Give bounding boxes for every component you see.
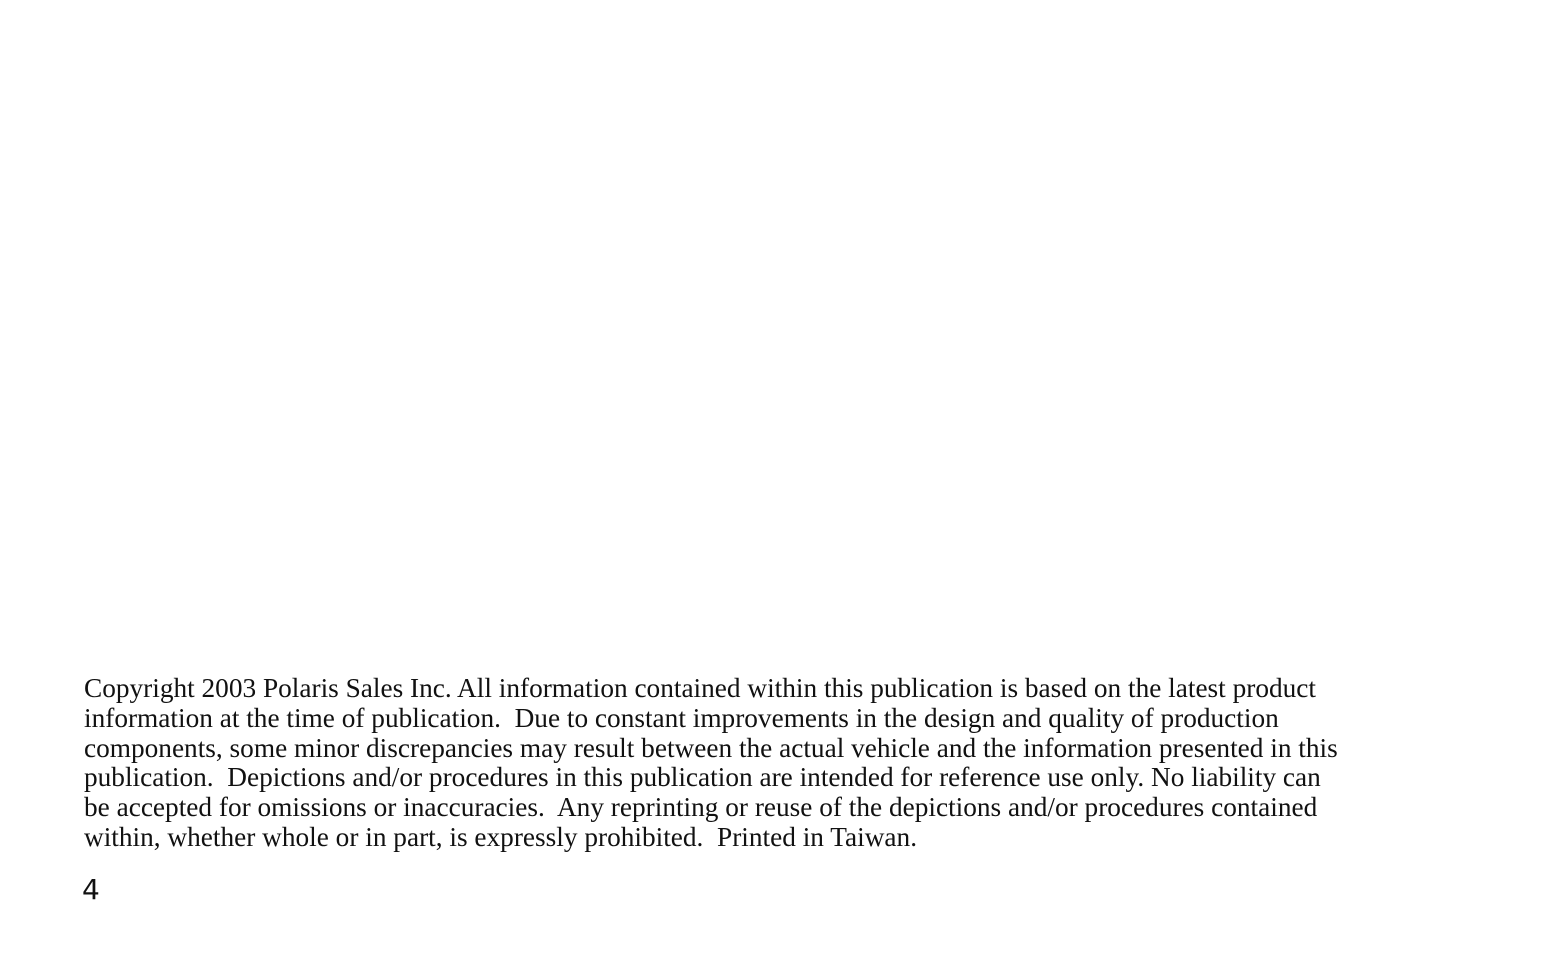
page-number: 4 [82,873,100,906]
copyright-line-3: components, some minor discrepancies may result between the actual vehicle and the information presented in this [84,732,1338,763]
copyright-line-4: publication. Depictions and/or procedures in this publication are intended for reference use only. No liability can [84,762,1321,793]
copyright-line-1: Copyright 2003 Polaris Sales Inc. All information contained within this publication is based on the latest product [84,673,1316,703]
copyright-notice [84,674,1464,853]
copyright-line-5: be accepted for omissions or inaccuracies. Any reprinting or reuse of the depictions and/or procedures contained [84,792,1318,823]
copyright-line-2: information at the time of publication. Due to constant improvements in the design and quality of production [84,702,1279,733]
copyright-line-6: within, whether whole or in part, is expressly prohibited. Printed in Taiwan. [84,821,918,852]
